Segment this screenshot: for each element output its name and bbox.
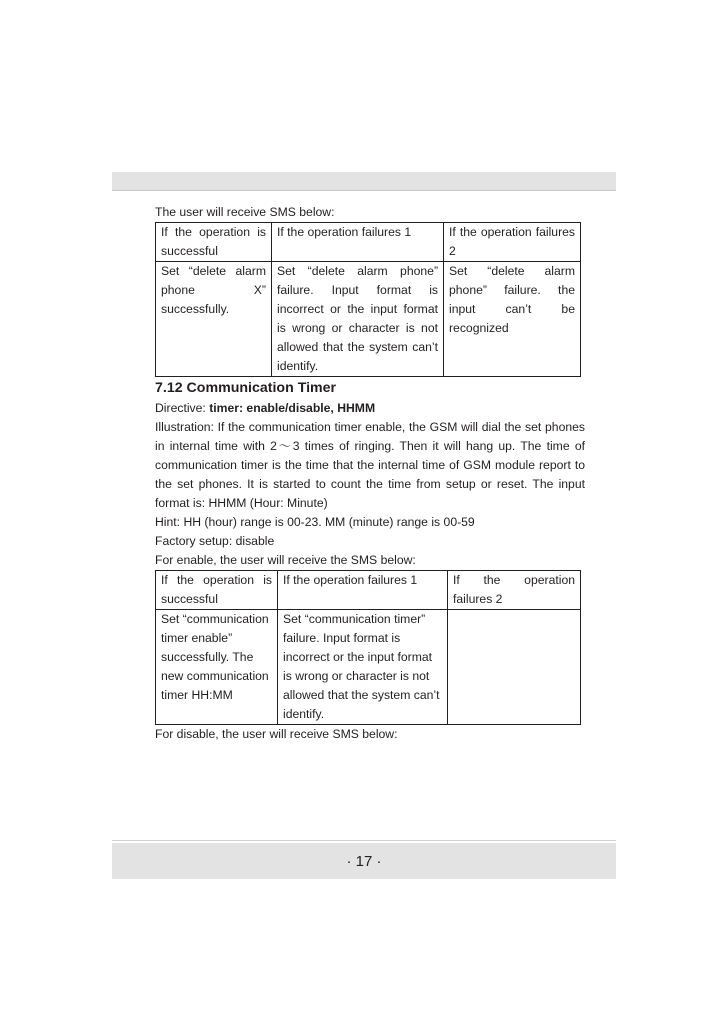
disable-intro: For disable, the user will receive SMS below: — [155, 727, 398, 741]
intro-text: The user will receive SMS below: — [155, 205, 335, 219]
table-header-cell: If the operation failures 2 — [444, 223, 581, 262]
table-cell — [448, 610, 581, 725]
table-cell: Set “delete alarm phone X” successfully. — [156, 262, 272, 377]
table-cell: Set “communication timer enable” successfully. The new communication timer HH:MM — [156, 610, 278, 725]
table-header-cell: If the operation is successful — [156, 223, 272, 262]
header-band — [112, 172, 616, 190]
table-row — [156, 262, 581, 377]
table-header-cell: If the operation failures 1 — [272, 223, 444, 262]
table-header-row — [156, 223, 581, 262]
footer-divider — [112, 840, 616, 841]
table-header-cell: If the operation is successful — [156, 571, 278, 610]
directive-value: timer: enable/disable, HHMM — [209, 401, 376, 415]
footer-band — [112, 843, 616, 879]
table-header-cell: If the operation failures 1 — [278, 571, 448, 610]
table-cell: Set “communication timer” failure. Input format is incorrect or the input format is wrong or character is not allowed that the system can’t identify. — [278, 610, 448, 725]
table-row — [156, 610, 581, 725]
enable-intro: For enable, the user will receive the SMS below: — [155, 553, 416, 567]
directive-line — [155, 399, 585, 418]
illustration-paragraph: Illustration: If the communication timer enable, the GSM will dial the set phones in internal time with 2～3 times of ringing. Then it will hang up. The time of communication timer is the time that the internal time of GSM module report to the set phones. It is started to count the time from setup or reset. The input format is: HHMM (Hour: Minute) — [155, 420, 585, 510]
table-cell: Set “delete alarm phone” failure. Input format is incorrect or the input format is wrong or character is not allowed that the system can’t identify. — [272, 262, 444, 377]
table-cell: Set “delete alarm phone” failure. the input can’t be recognized — [444, 262, 581, 377]
table-delete-alarm — [155, 222, 581, 377]
factory-setup-line: Factory setup: disable — [155, 534, 275, 548]
section-title: 7.12 Communication Timer — [155, 380, 337, 396]
header-divider — [112, 190, 616, 191]
table-communication-timer — [155, 570, 581, 725]
hint-line: Hint: HH (hour) range is 00-23. MM (minute) range is 00-59 — [155, 515, 475, 529]
table-header-row — [156, 571, 581, 610]
table-header-cell: If the operation failures 2 — [448, 571, 581, 610]
page-content — [155, 203, 585, 744]
directive-label: Directive: — [155, 401, 210, 415]
page-number: · 17 · — [346, 852, 382, 870]
